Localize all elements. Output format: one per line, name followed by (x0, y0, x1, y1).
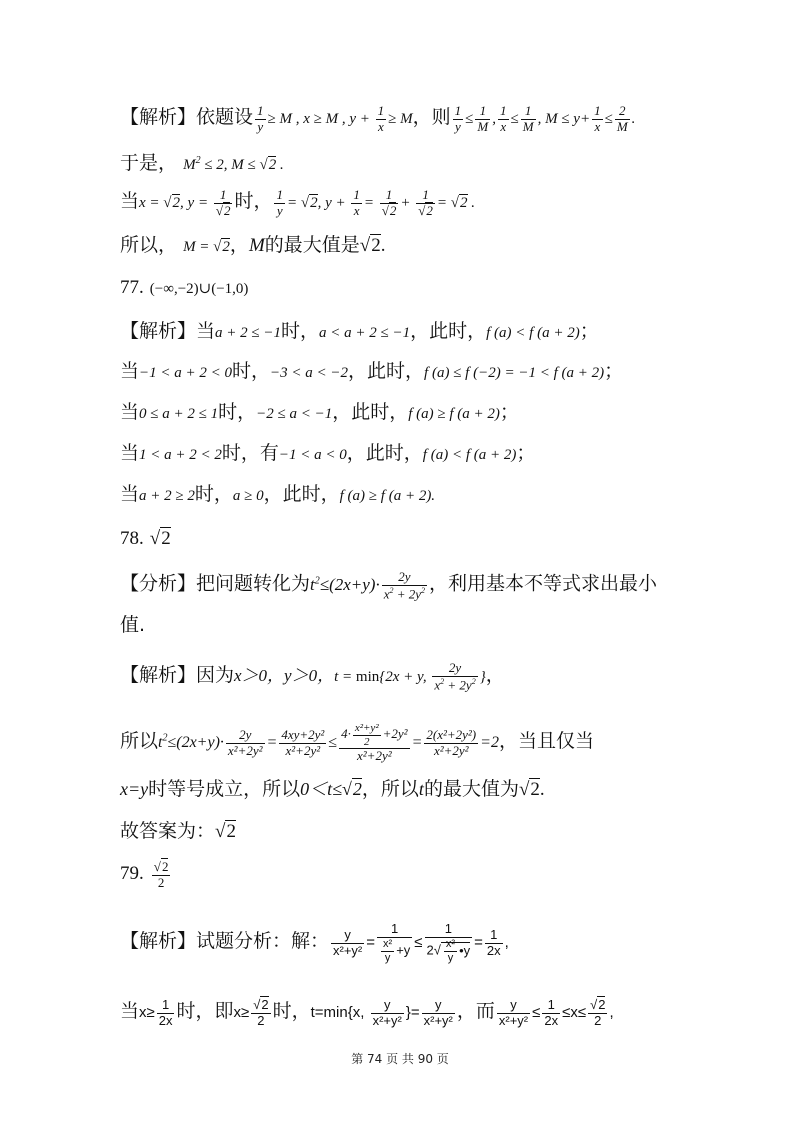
text-segment: ，此时， (410, 320, 487, 342)
question-number: 77. (120, 277, 144, 298)
text-segment: 时， (232, 360, 271, 382)
math-expression: √2. (359, 235, 386, 256)
solution-line-19 (120, 922, 700, 964)
math-expression: $t^2\le(2x+y)\cdot$ $\frac{2y}{\text{x²+2y²}}$ = $\frac{\text{4xy+2y²}}{\text{x²+2y²}}$ ≤ 4· $\frac{\text{x²+y²}}{2}$ +2y² x²+2y² = $\frac{\text{2(x²+2y²)}}{\text{x²+2y²}}$ =2 (158, 722, 499, 764)
text-segment: ，所以 (361, 778, 419, 800)
text-segment: ； (516, 442, 536, 464)
text-segment: ， (229, 234, 249, 256)
text-segment: 当 (120, 483, 140, 505)
math-expression: 0＜t≤√2 (300, 779, 362, 799)
solution-line-10 (120, 479, 700, 511)
math-expression: x＞0，y＞0， (234, 666, 335, 685)
solution-line-8 (120, 397, 700, 429)
text-segment: 时， (281, 320, 320, 342)
answer-line-17 (120, 816, 700, 847)
math-expression: $\frac{1}{y}$ ≤ $\frac{1}{M}$ , $\frac{1}{x}$ ≤ $\frac{1}{M}$ , M ≤ y+ $\frac{1}{x}$ ≤ $\frac{2}{M}$ . (454, 103, 636, 135)
question-78 (120, 523, 700, 554)
math-variable: M (248, 235, 265, 256)
solution-line-4 (120, 230, 700, 262)
answer-expression: √2 (149, 528, 171, 549)
math-expression: −2 ≤ a < −1 (256, 406, 333, 422)
math-expression: a ≥ 0 (232, 488, 264, 504)
math-expression: x = √2, y = $\frac{1}{√2}$ (139, 187, 231, 219)
text-segment: 所以 (120, 729, 159, 752)
math-variable: t (418, 779, 424, 799)
text-segment: ； (499, 401, 519, 423)
math-expression: t=min{x, $\frac{y}{\text{x²+y²}}$ }= $\frac{y}{\text{x²+y²}}$ (310, 996, 453, 1028)
solution-line-16 (120, 774, 700, 805)
math-expression: f (a) ≥ f (a + 2). (339, 488, 436, 504)
solution-line-14 (120, 660, 700, 694)
question-number: 79. (120, 863, 144, 884)
text-segment: 的最大值是 (264, 234, 360, 256)
math-expression: $\frac{1}{y}$ = √2, y + $\frac{1}{x}$ = $\frac{1}{√2}$ + $\frac{1}{√2}$ = √2 . (276, 187, 475, 219)
text-segment: 故答案为： (120, 820, 216, 842)
text-segment: ，此时， (346, 442, 423, 464)
text-segment: 当 (120, 360, 140, 382)
math-expression: x=y (120, 779, 149, 799)
math-expression: 1 < a + 2 < 2 (139, 447, 222, 463)
math-expression: $\frac{1}{y}$ ≥ M , x ≥ M , y + $\frac{1}{x}$ ≥ M (257, 103, 413, 135)
text-segment: 时，有 (221, 442, 279, 464)
text-segment: 时等号成立，所以 (148, 778, 301, 800)
text-segment: ， (485, 664, 505, 686)
solution-line-6 (120, 316, 700, 348)
math-expression: a + 2 ≤ −1 (215, 325, 281, 341)
math-expression: −3 < a < −2 (270, 365, 349, 381)
text-segment: ，此时， (348, 360, 425, 382)
analysis-line-13 (120, 610, 700, 640)
question-79 (120, 858, 700, 891)
text-segment: 当 (120, 190, 140, 212)
math-expression: $\frac{y}{\text{x²+y²}}$ ≤ $\frac{1}{2x}$ ≤x≤ $\frac{√2}{2}$ , (498, 996, 614, 1028)
solution-line-1 (120, 102, 700, 135)
text-segment: 时， (272, 1000, 311, 1022)
math-expression: f (a) ≥ f (a + 2) (408, 406, 500, 422)
text-segment: 时， (194, 483, 233, 505)
analysis-line-12 (120, 566, 700, 602)
solution-line-20 (120, 996, 700, 1028)
text-segment: 于是， (120, 152, 178, 174)
math-expression: $M^2 \le 2$, M ≤ √2 . (183, 155, 284, 173)
math-expression: f (a) < f (a + 2) (422, 447, 517, 463)
text-segment: ，而 (456, 1000, 495, 1022)
solution-line-2 (120, 146, 700, 180)
math-expression: 0 ≤ a + 2 ≤ 1 (139, 406, 219, 422)
solution-line-3 (120, 186, 700, 219)
text-segment: 所以， (120, 234, 178, 256)
answer-expression: (−∞,−2)∪(−1,0) (149, 281, 249, 297)
text-segment: 值. (120, 614, 146, 636)
text-segment: ，则 (412, 106, 451, 128)
analysis-label: 【解析】依题设 (120, 106, 254, 128)
text-segment: 时，即 (176, 1000, 234, 1022)
text-segment: 当 (120, 401, 140, 423)
math-expression: f (a) ≤ f (−2) = −1 < f (a + 2) (424, 365, 605, 381)
text-segment: ，此时， (263, 483, 340, 505)
text-segment: 【解析】试题分析：解： (120, 930, 330, 953)
text-segment: 时， (218, 401, 257, 423)
math-expression: −1 < a < 0 (278, 447, 347, 463)
math-expression: M = √2 (183, 239, 230, 255)
math-expression: √2. (518, 779, 545, 800)
text-segment: ，此时， (332, 401, 409, 423)
text-segment: ； (604, 360, 624, 382)
answer-expression: $\frac{√2}{2}$ (153, 859, 169, 891)
text-segment: ； (579, 320, 599, 342)
text-segment: 时， (234, 190, 273, 212)
text-segment: 当 (120, 1000, 140, 1022)
text-segment: ，当且仅当 (498, 729, 594, 752)
page-footer: 第 74 页 共 90 页 (351, 1052, 449, 1066)
math-expression: f (a) < f (a + 2) (486, 325, 580, 341)
math-expression: a < a + 2 ≤ −1 (319, 325, 411, 341)
text-segment: 的最大值为 (423, 778, 519, 800)
text-segment: ，利用基本不等式求出最小 (429, 572, 658, 595)
math-expression: x≥ $\frac{√2}{2}$ (233, 996, 269, 1028)
question-77 (120, 272, 700, 304)
text-segment: 【解析】因为 (120, 664, 235, 686)
text-segment: 【分析】把问题转化为 (120, 572, 311, 595)
solution-line-9 (120, 438, 700, 470)
question-number: 78. (120, 528, 144, 549)
math-expression: −1 < a + 2 < 0 (139, 365, 233, 381)
math-expression: $t^2\le(2x+y)\cdot$ $\frac{2y}{x^2 + 2y^2}$ (310, 568, 426, 601)
math-expression: a + 2 ≥ 2 (139, 488, 195, 504)
text-segment: 【解析】当 (120, 320, 216, 342)
math-expression: x≥ $\frac{1}{2x}$ (139, 996, 173, 1028)
math-expression: $\frac{y}{\text{x²+y²}}$ = 1 $\frac{\text{x²}}{y}$ +y ≤ 1 2√ $\frac{\text{x²}}{y}$ •y = $\frac{1}{2x}$ , (333, 921, 509, 964)
math-expression: √2 (215, 821, 236, 842)
math-expression: t = min{2x + y, $\frac{2y}{x^2 + 2y^2}$ } (334, 660, 486, 693)
text-segment: 当 (120, 442, 140, 464)
solution-line-15 (120, 722, 700, 764)
solution-line-7 (120, 356, 700, 388)
